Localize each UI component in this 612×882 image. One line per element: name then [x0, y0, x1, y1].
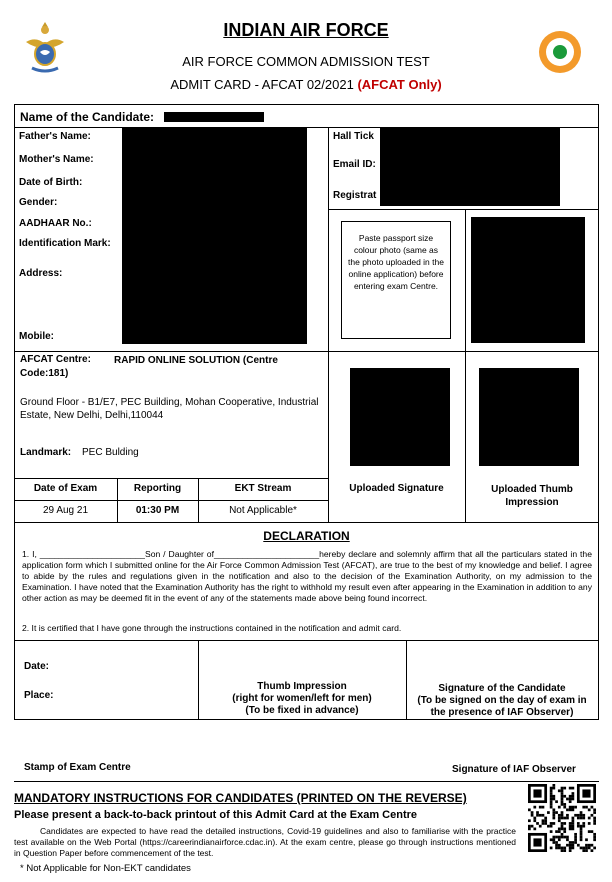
photo-paste-box	[341, 221, 451, 339]
email-label: Email ID:	[333, 159, 376, 170]
place-label: Place:	[24, 690, 54, 701]
admit-card-title	[100, 77, 512, 92]
stamp-exam-centre-label: Stamp of Exam Centre	[24, 762, 131, 773]
date-label: Date:	[24, 661, 50, 672]
afcat-centre-label: AFCAT Centre:	[20, 354, 91, 365]
qr-code	[528, 784, 596, 852]
uploaded-thumb-redacted	[479, 368, 579, 466]
sig-caption-line-2: (To be signed on the day of exam in	[417, 695, 587, 706]
afcat-centre-name: RAPID ONLINE SOLUTION (Centre Code:181)	[20, 355, 278, 379]
ekt-stream-value: Not Applicable*	[229, 505, 297, 516]
sig-caption-line-1: Signature of the Candidate	[438, 683, 566, 694]
fathers-name-label: Father's Name:	[19, 131, 91, 142]
landmark-value: PEC Bulding	[82, 447, 139, 458]
uploaded-thumb-label: Uploaded Thumb Impression	[491, 484, 573, 508]
admit-card-prefix: ADMIT CARD - AFCAT 02/2021	[170, 77, 358, 92]
mandatory-instructions-title: MANDATORY INSTRUCTIONS FOR CANDIDATES (PRINTED ON THE REVERSE)	[14, 791, 467, 805]
roundel-icon	[538, 30, 582, 74]
present-printout-line: Please present a back-to-back printout of this Admit Card at the Exam Centre	[14, 809, 418, 821]
candidate-name-redacted	[164, 112, 264, 122]
afcat-only-tag: (AFCAT Only)	[357, 77, 442, 92]
page-title: INDIAN AIR FORCE	[223, 20, 389, 40]
declaration-para-2: 2. It is certified that I have gone through the instructions contained in the notification and admit card.	[22, 623, 402, 633]
uploaded-signature-label: Uploaded Signature	[349, 483, 444, 494]
thumb-caption-line-3: (To be fixed in advance)	[245, 705, 359, 716]
hall-ticket-label: Hall Tick	[333, 131, 374, 142]
registration-label: Registrat	[333, 190, 377, 201]
aadhaar-label: AADHAAR No.:	[19, 218, 92, 229]
thumb-caption-line-2: (right for women/left for men)	[232, 693, 372, 704]
footer-instructions: Candidates are expected to have read the detailed instructions, Covid-19 guidelines and also to familiarise with the practice test available on the Web Portal (https://careerindianairforce.cdac.in). At the exam centre, please go through instructions mentioned in Question Paper before commencement of the test.	[14, 826, 516, 858]
contact-details-redacted	[380, 128, 560, 206]
photo-paste-instruction: Paste passport size colour photo (same as the photo uploaded in the online application) before entering exam Centre.	[348, 233, 444, 291]
sig-caption-line-3: the presence of IAF Observer)	[430, 707, 574, 718]
candidate-details-redacted	[122, 128, 307, 344]
declaration-para-1: 1. I, ______________________Son / Daughter of______________________hereby declare and solemnly affirm that all the particulars stated in the application form which I submitted online for the Air Force Common Admission Test (AFCAT), are true to the best of my knowledge and belief. I agree to abide by the rules and regulations given in the notification and also to the decision of the Examination Authority, on my admission to the Examination. I have noted that the Examination Authority has the right to withhold my result even after appearing in the Examination in addition to any other action as may be deemed fit in the event of any of the statements made above being found incorrect.	[22, 549, 592, 603]
declaration-title: DECLARATION	[263, 529, 350, 543]
ekt-stream-header: EKT Stream	[234, 483, 292, 494]
address-label: Address:	[19, 268, 63, 279]
candidate-signature-caption	[406, 683, 598, 719]
iaf-observer-signature-label: Signature of IAF Observer	[452, 764, 576, 775]
uploaded-signature-redacted	[350, 368, 450, 466]
identification-mark-label: Identification Mark:	[19, 238, 111, 249]
centre-address: Ground Floor - B1/E7, PEC Building, Mohan Cooperative, Industrial Estate, New Delhi, Delhi,110044	[20, 397, 319, 421]
reporting-header: Reporting	[133, 483, 182, 494]
exam-date-header: Date of Exam	[33, 483, 98, 494]
uploaded-photo-redacted	[471, 217, 585, 343]
thumb-impression-caption	[198, 681, 406, 717]
candidate-name-label: Name of the Candidate:	[20, 110, 155, 124]
reporting-value: 01:30 PM	[135, 505, 180, 516]
mothers-name-label: Mother's Name:	[19, 154, 94, 165]
dob-label: Date of Birth:	[19, 177, 83, 188]
thumb-caption-line-1: Thumb Impression	[257, 681, 347, 692]
mobile-label: Mobile:	[19, 331, 54, 342]
page-subtitle: AIR FORCE COMMON ADMISSION TEST	[182, 54, 430, 69]
non-ekt-note: * Not Applicable for Non-EKT candidates	[20, 863, 191, 874]
landmark-label: Landmark:	[20, 447, 72, 458]
iaf-emblem	[24, 18, 66, 76]
exam-date-value: 29 Aug 21	[42, 505, 89, 516]
gender-label: Gender:	[19, 197, 58, 208]
